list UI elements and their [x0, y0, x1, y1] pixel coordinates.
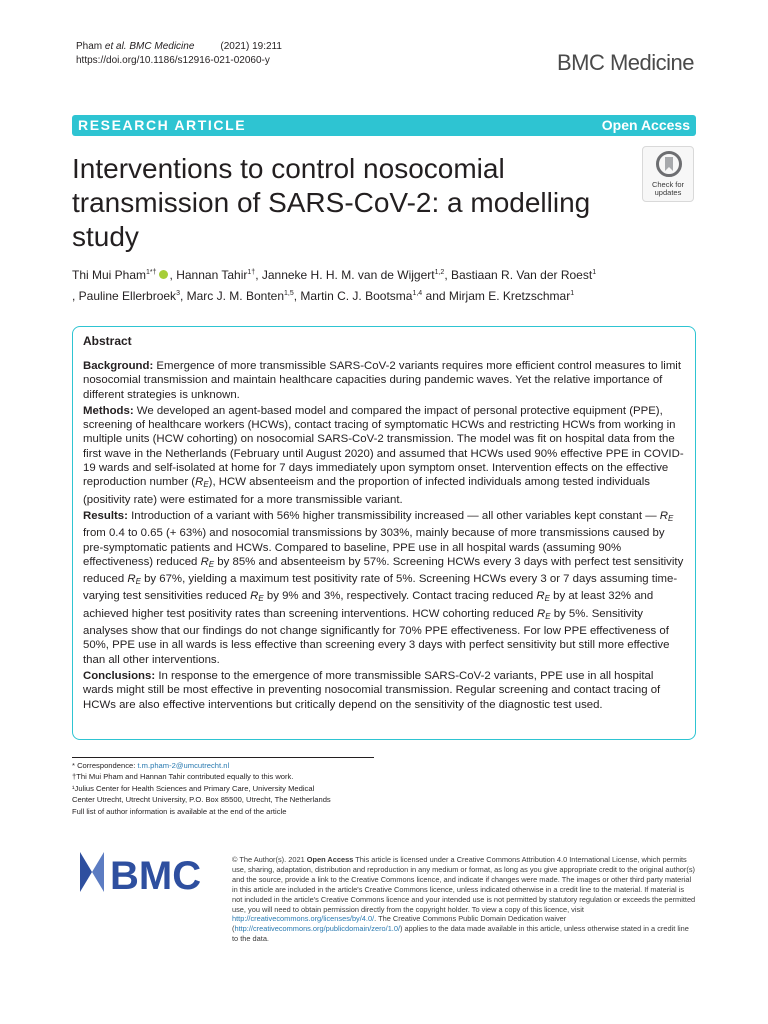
re-symbol: R [536, 590, 545, 603]
re-subscript: E [258, 594, 264, 604]
author-name: and Mirjam E. Kretzschmar [422, 289, 571, 303]
correspondence-label: * Correspondence: [72, 761, 138, 770]
full-author-info-note: Full list of author information is available at the end of the article [72, 806, 287, 816]
article-type-label: RESEARCH ARTICLE [78, 117, 247, 133]
author-name: , Marc J. M. Bonten [179, 289, 285, 303]
abstract-conclusions [83, 669, 685, 712]
bmc-logo [78, 848, 218, 896]
article-type-banner [72, 115, 696, 136]
section-text: In response to the emergence of more transmissible SARS-CoV-2 variants, PPE use in all hospital wards might still be most effective in preventing nosocomial transmission. Regular screening and contact tracing of HCWs are also effective interventions but critically depend on the sensitivity of the diagnostic test used. [83, 669, 661, 711]
section-text: by 9% and 3%, respectively. Contact tracing reduced [263, 590, 537, 603]
open-access-label: Open Access [306, 855, 354, 864]
author-affiliation: 1† [247, 269, 256, 276]
journal-title: BMC Medicine [556, 50, 694, 75]
section-text: from 0.4 to 0.65 (+ 63%) and nosocomial transmissions by 303%, mainly because of more transmissions caused by pre-symptomatic patients and HCWs. Compared to baseline, PPE use in all hospital wards (assuming 90% effectiveness) reduced [83, 527, 665, 568]
cc-zero-link[interactable]: http://creativecommons.org/publicdomain/zero/1.0/ [234, 924, 401, 934]
bmc-logo-text: BMC [110, 854, 202, 896]
cc-by-link[interactable]: http://creativecommons.org/licenses/by/4.0/ [232, 914, 375, 924]
section-text: by 5%. Sensitivity analyses show that our findings do not change significantly for 70% PPE effectiveness. For low PPE effectiveness of 50%, PPE use in all wards is less effective than screening every 3 days with perfect sensitivity but still more effective than all other interventions. [83, 607, 670, 666]
citation-volume: (2021) 19:211 [220, 41, 282, 52]
re-subscript: E [208, 559, 215, 569]
author-name: , Hannan Tahir [169, 268, 248, 282]
orcid-icon[interactable] [159, 270, 168, 279]
section-text: We developed an agent-based model and compared the impact of personal protective equipment (PPE), screening of healthcare workers (HCWs), contact tracing of symptomatic HCWs and restricting HCWs from working in multiple units (HCW cohorting) on nosocomial SARS-CoV-2 transmission. The model was fit on hospital data from the first wave in the Netherlands (February until August 2020) and assumed that HCWs used 90% effective PPE in COVID-19 wards and self-isolated at home for 7 days immediately upon symptom onset. Intervention effects on the effective reproduction number ( [83, 404, 684, 489]
re-symbol: R [536, 607, 546, 620]
open-access-label: Open Access [601, 117, 690, 133]
correspondence-email[interactable]: t.m.pham-2@umcutrecht.nl [137, 761, 230, 770]
section-text: ), HCW absenteeism and the proportion of infected individuals among tested individuals (positivity rate) were estimated for a more transmissible variant. [83, 476, 650, 506]
author-affiliation: 1,4 [412, 290, 423, 297]
author-name: , Pauline Ellerbroek [72, 289, 177, 303]
citation-authors: Pham [76, 41, 105, 52]
re-subscript: E [668, 513, 674, 523]
abstract-body [83, 359, 685, 714]
author-name: , Martin C. J. Bootsma [293, 289, 413, 303]
check-for-updates-icon [656, 151, 682, 179]
footnotes [72, 760, 392, 817]
author-affiliation: 1,5 [284, 290, 294, 297]
author-affiliation: 1 [592, 269, 597, 276]
doi-link[interactable]: https://doi.org/10.1186/s12916-021-02060-y [76, 55, 270, 66]
re-symbol: R [200, 555, 209, 568]
license-part: . The Creative Commons Public Domain Dedication waiver ( [232, 914, 567, 934]
author-name: Thi Mui Pham [72, 268, 147, 282]
section-text: Emergence of more transmissible SARS-CoV-2 variants requires more efficient control measures to limit nosocomial transmission and maintain healthcare capacities during pandemic waves. Yet the relative importance of different strategies is unknown. [83, 360, 682, 401]
re-subscript: E [203, 480, 209, 490]
license-part: This article is licensed under a Creative Commons Attribution 4.0 International License, which permits use, sharing, adaptation, distribution and reproduction in any medium or format, as long as you give appropriate credit to the original author(s) and the source, provide a link to the Creative Commons licence, and indicate if changes were made. The images or other third party material in this article are included in the article's Creative Commons licence, unless indicated otherwise in a credit line to the material. If material is not included in the article's Creative Commons licence and your intended use is not permitted by statutory regulation or exceeds the permitted use, you will need to obtain permission directly from the copyright holder. To view a copy of this licence, visit [232, 855, 696, 914]
re-symbol: R [195, 476, 204, 489]
affiliation-line: Center Utrecht, Utrecht University, P.O. Box 85500, Utrecht, The Netherlands [72, 795, 331, 805]
abstract-methods [83, 404, 685, 507]
author-name: , Bastiaan R. Van der Roest [444, 268, 593, 282]
abstract-background [83, 359, 685, 402]
citation-header [76, 40, 282, 68]
citation-etal: et al. BMC Medicine [104, 41, 195, 52]
footnote-divider [72, 757, 374, 758]
check-for-updates-badge[interactable] [642, 146, 694, 202]
re-subscript: E [135, 577, 141, 587]
license-part: ) applies to the data made available in this article, unless otherwise stated in a credit line to the data. [232, 924, 689, 944]
abstract-results [83, 509, 685, 667]
license-part: © The Author(s). 2021 [232, 855, 307, 864]
re-symbol: R [127, 573, 136, 586]
author-affiliation: 1*† [146, 269, 157, 276]
abstract-box [72, 326, 696, 740]
section-label: Methods: [83, 404, 134, 417]
author-affiliation: 1 [570, 290, 575, 297]
section-text: Introduction of a variant with 56% higher transmissibility increased — all other variables kept constant — [127, 509, 660, 522]
affiliation-line: ¹Julius Center for Health Sciences and Primary Care, University Medical [72, 783, 315, 793]
section-text: by at least 32% and achieved higher test positivity rates than screening interventions. HCW cohorting reduced [83, 590, 654, 620]
license-text [232, 855, 696, 944]
section-label: Background: [83, 360, 154, 372]
author-name: , Janneke H. H. M. van de Wijgert [255, 268, 435, 282]
re-subscript: E [544, 594, 550, 604]
section-text: by 67%, yielding a maximum test positivity rate of 5%. Screening HCWs every 3 or 7 days assuming time-varying test sensitivities reduced [83, 573, 678, 603]
re-symbol: R [250, 590, 259, 603]
article-title: Interventions to control nosocomial transmission of SARS-CoV-2: a modelling study [72, 153, 591, 252]
author-affiliation: 3 [176, 290, 180, 297]
section-label: Conclusions: [83, 669, 156, 682]
re-subscript: E [545, 611, 551, 621]
section-text: by 85% and absenteeism by 57%. Screening HCWs every 3 days with perfect test sensitivity reduced [83, 555, 684, 586]
author-list [72, 265, 692, 307]
section-label: Results: [83, 509, 128, 522]
check-for-updates-text [643, 181, 693, 197]
correspondence-line [72, 760, 392, 771]
equal-contribution-note: †Thi Mui Pham and Hannan Tahir contributed equally to this work. [72, 772, 294, 782]
re-symbol: R [659, 509, 669, 522]
abstract-heading: Abstract [83, 334, 132, 348]
check-for-updates-line2: updates [654, 188, 682, 197]
check-for-updates-line1: Check for [651, 180, 685, 189]
author-affiliation: 1,2 [434, 269, 445, 276]
